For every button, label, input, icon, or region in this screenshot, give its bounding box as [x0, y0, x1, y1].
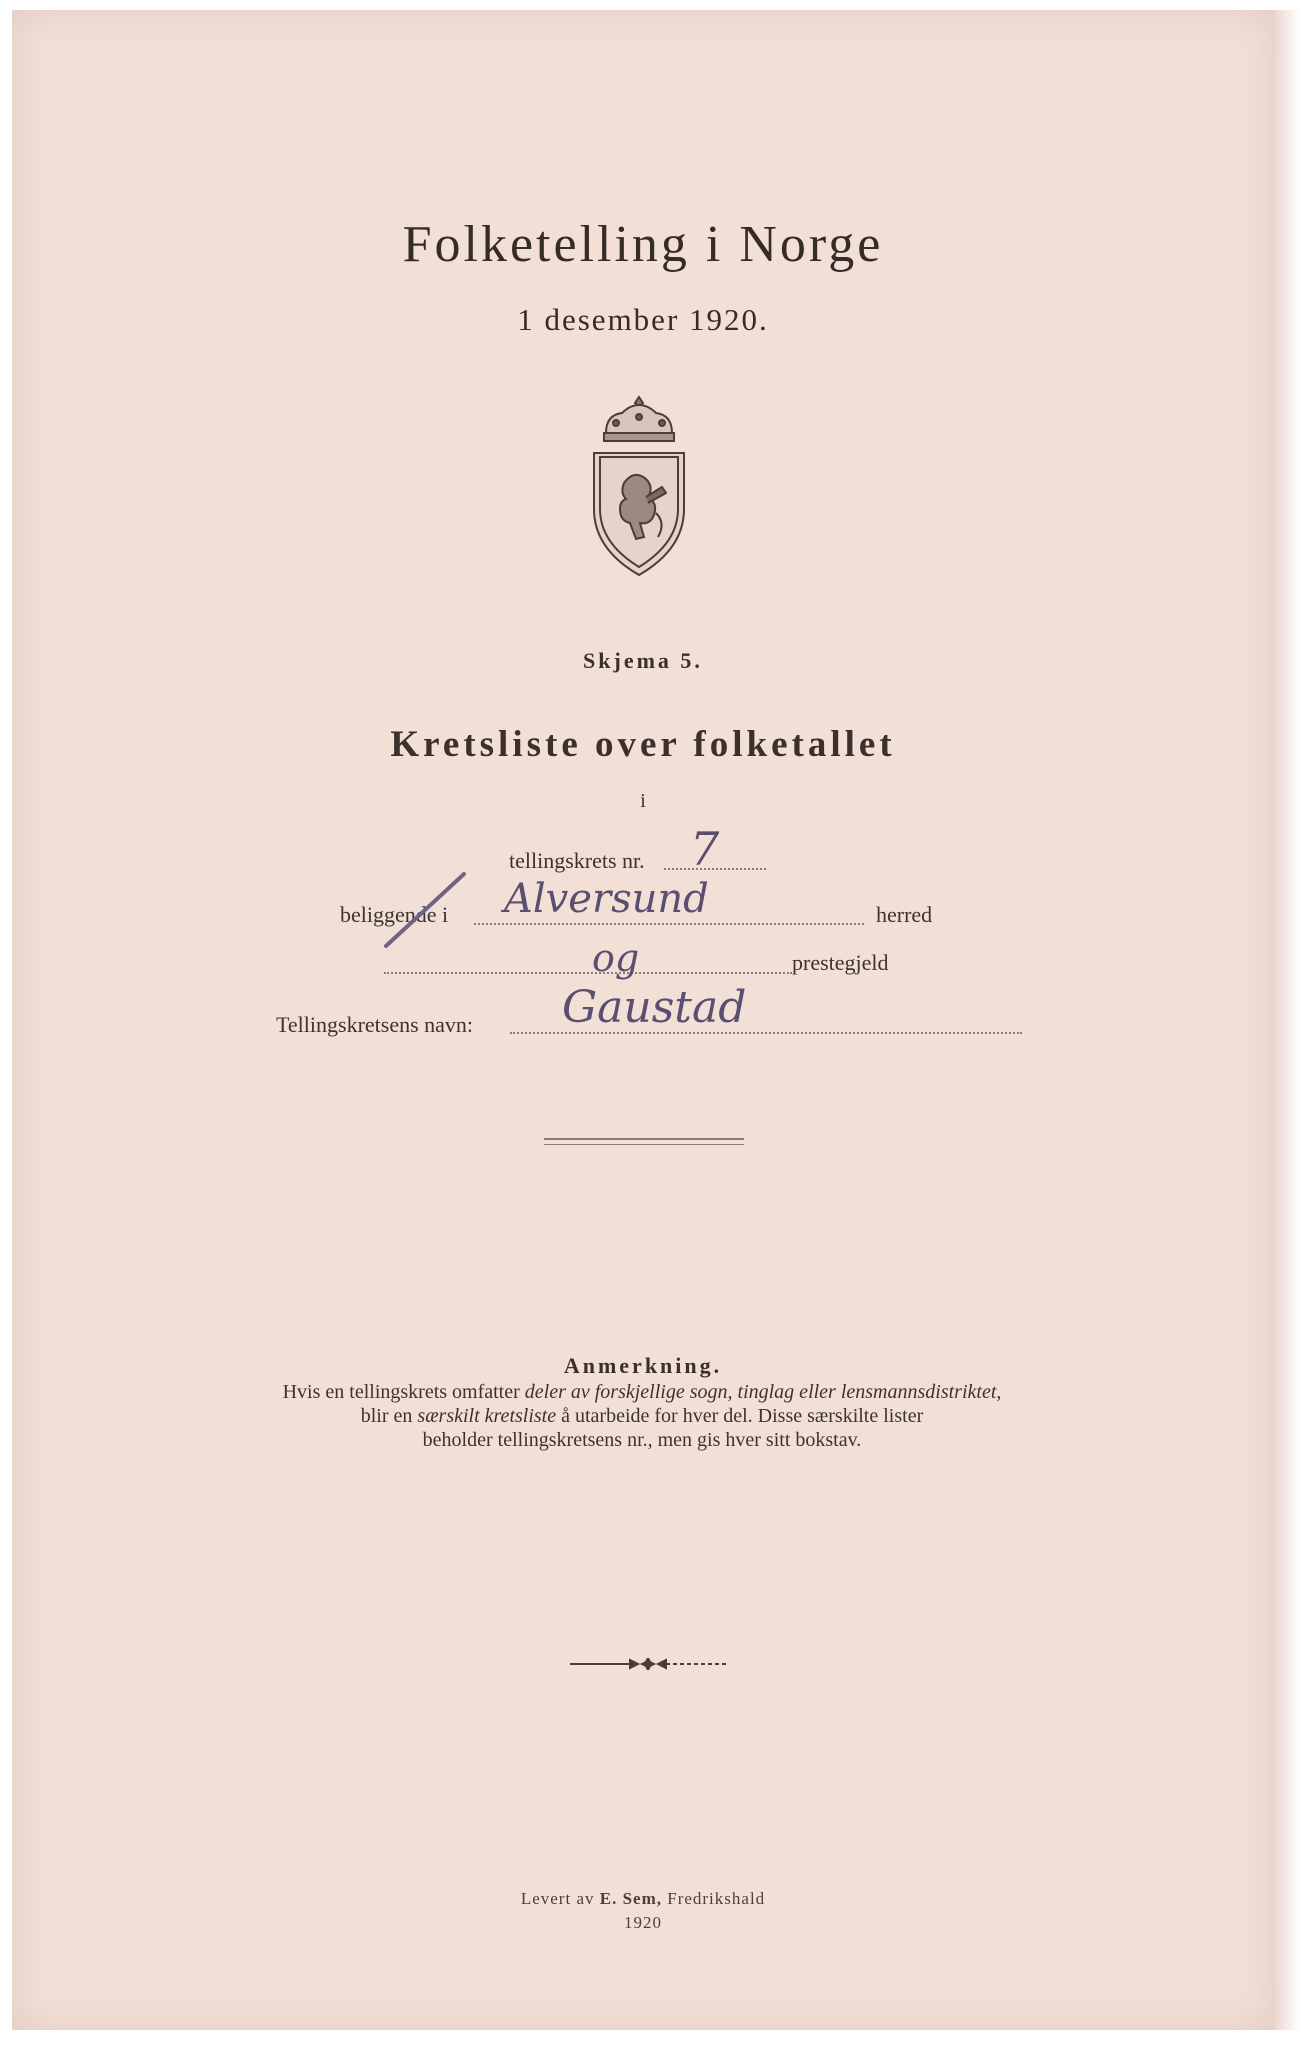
located-in-label: beliggende i [340, 902, 449, 927]
note-text: Hvis en tellingskrets omfatter [282, 1381, 525, 1403]
census-form-page [12, 10, 1277, 2030]
note-emphasis: særskilt kretsliste [417, 1405, 557, 1427]
note-text: blir en [360, 1405, 418, 1427]
district-name-value: Gaustad [562, 982, 747, 1033]
divider-rule-thin [544, 1144, 744, 1145]
printer-city: Fredrikshald [661, 1889, 766, 1908]
located-in-value: Alversund [504, 876, 709, 922]
ornament-divider-icon [568, 1658, 728, 1670]
printer-name: E. Sem, [599, 1889, 662, 1908]
note-text: å utarbeide for hver del. Disse særskilte lister [556, 1405, 924, 1427]
form-heading: Kretsliste over folketallet [390, 724, 896, 765]
note-line-2 [212, 1404, 1072, 1428]
og-value: og [592, 936, 640, 980]
pen-stroke-mark [380, 870, 480, 950]
printer-year: 1920 [624, 1913, 662, 1932]
schema-number: Skjema 5. [583, 648, 703, 673]
form-title: Folketelling i Norge [402, 216, 884, 273]
page-edge [1274, 10, 1299, 2030]
note-line-3: beholder tellingskretsens nr., men gis hver sitt bokstav. [422, 1429, 862, 1451]
note-line-1 [212, 1380, 1072, 1404]
preposition-i: i [640, 790, 646, 812]
norwegian-coat-of-arms-icon [586, 393, 692, 579]
form-date: 1 desember 1920. [517, 302, 769, 337]
printer-credit [12, 1889, 1274, 1909]
district-name-label: Tellingskretsens navn: [276, 1012, 474, 1037]
prestegjeld-label: prestegjeld [792, 950, 889, 975]
district-number-label: tellingskrets nr. [509, 848, 645, 873]
note-title: Anmerkning. [563, 1353, 723, 1378]
herred-label: herred [876, 902, 933, 927]
parish-line [384, 972, 792, 974]
district-number-value: 7 [690, 822, 720, 876]
divider-rule [544, 1138, 744, 1140]
printer-prefix: Levert av [520, 1889, 600, 1908]
located-in-line [474, 923, 864, 925]
note-emphasis: deler av forskjellige sogn, tinglag eller lensmannsdistriktet, [524, 1381, 1002, 1403]
